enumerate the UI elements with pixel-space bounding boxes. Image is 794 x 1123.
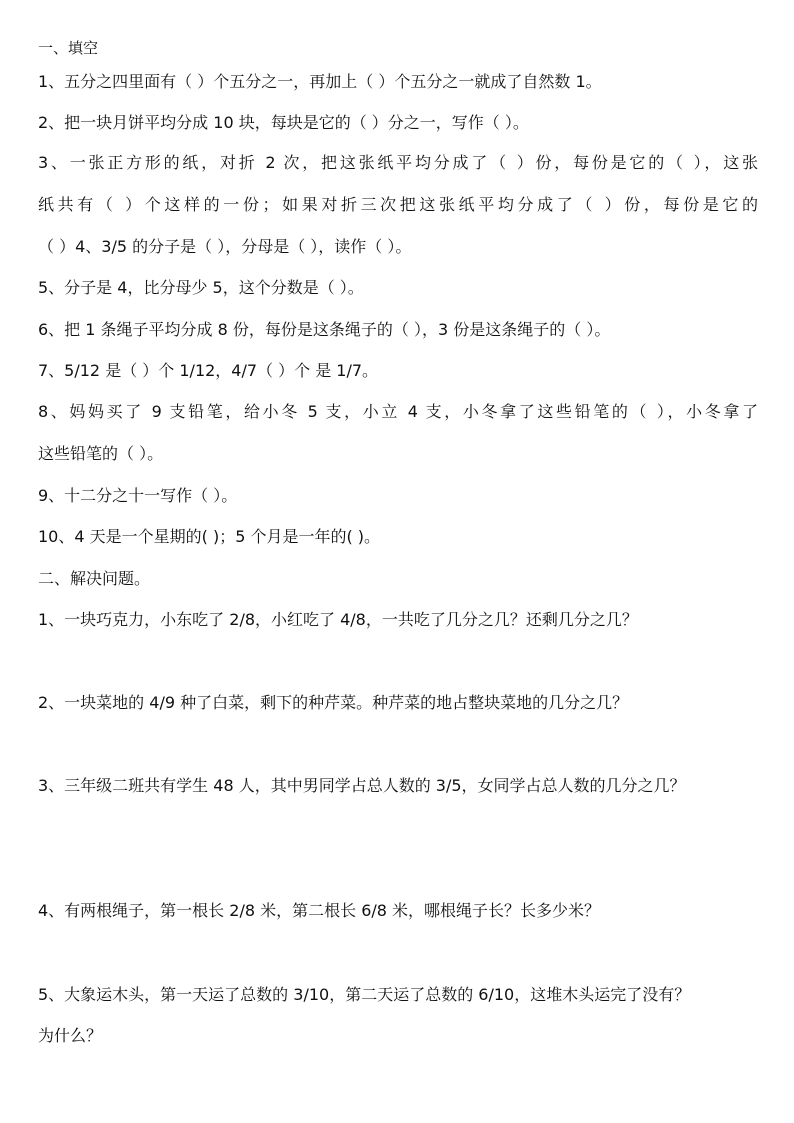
question-fill-7: 7、5/12 是（ ）个 1/12，4/7（ ）个 是 1/7。 — [38, 361, 379, 380]
question-fill-9: 9、十二分之十一写作（ ）。 — [38, 486, 238, 505]
problem-5-line-2: 为什么？ — [38, 1026, 103, 1045]
question-fill-6: 6、把 1 条绳子平均分成 8 份，每份是这条绳子的（ ），3 份是这条绳子的（ ）。 — [38, 320, 611, 339]
question-fill-3-4-line-3: （ ）4、3/5 的分子是（ ），分母是（ ），读作（ ）。 — [38, 237, 412, 256]
problem-1: 1、一块巧克力，小东吃了 2/8，小红吃了 4/8，一共吃了几分之几？还剩几分之几？ — [38, 610, 638, 629]
question-fill-8-line-1: 8、妈妈买了 9 支铅笔，给小冬 5 支，小立 4 支，小冬拿了这些铅笔的（ ），小冬拿了 — [38, 402, 758, 421]
question-fill-5: 5、分子是 4，比分母少 5，这个分数是（ ）。 — [38, 278, 364, 297]
problem-4: 4、有两根绳子，第一根长 2/8 米，第二根长 6/8 米，哪根绳子长？长多少米？ — [38, 901, 601, 920]
problem-3: 3、三年级二班共有学生 48 人，其中男同学占总人数的 3/5，女同学占总人数的几分之几？ — [38, 776, 686, 795]
section-heading-fill-blank: 一、填空 — [38, 39, 99, 57]
question-fill-8-line-2: 这些铅笔的（ ）。 — [38, 444, 164, 463]
question-fill-3-line-2: 纸共有（ ）个这样的一份；如果对折三次把这张纸平均分成了（ ）份，每份是它的 — [38, 195, 758, 214]
question-fill-2: 2、把一块月饼平均分成 10 块，每块是它的（ ）分之一，写作（ ）。 — [38, 113, 529, 132]
question-fill-10: 10、4 天是一个星期的( )；5 个月是一年的( )。 — [38, 527, 381, 546]
question-fill-3-line-1: 3、一张正方形的纸，对折 2 次，把这张纸平均分成了（ ）份，每份是它的（ ），这张 — [38, 153, 758, 172]
problem-5-line-1: 5、大象运木头，第一天运了总数的 3/10，第二天运了总数的 6/10，这堆木头运完了没有？ — [38, 985, 691, 1004]
problem-2: 2、一块菜地的 4/9 种了白菜，剩下的种芹菜。种芹菜的地占整块菜地的几分之几？ — [38, 693, 629, 712]
section-heading-problems: 二、解决问题。 — [38, 569, 151, 588]
question-fill-1: 1、五分之四里面有（ ）个五分之一，再加上（ ）个五分之一就成了自然数 1。 — [38, 72, 602, 91]
